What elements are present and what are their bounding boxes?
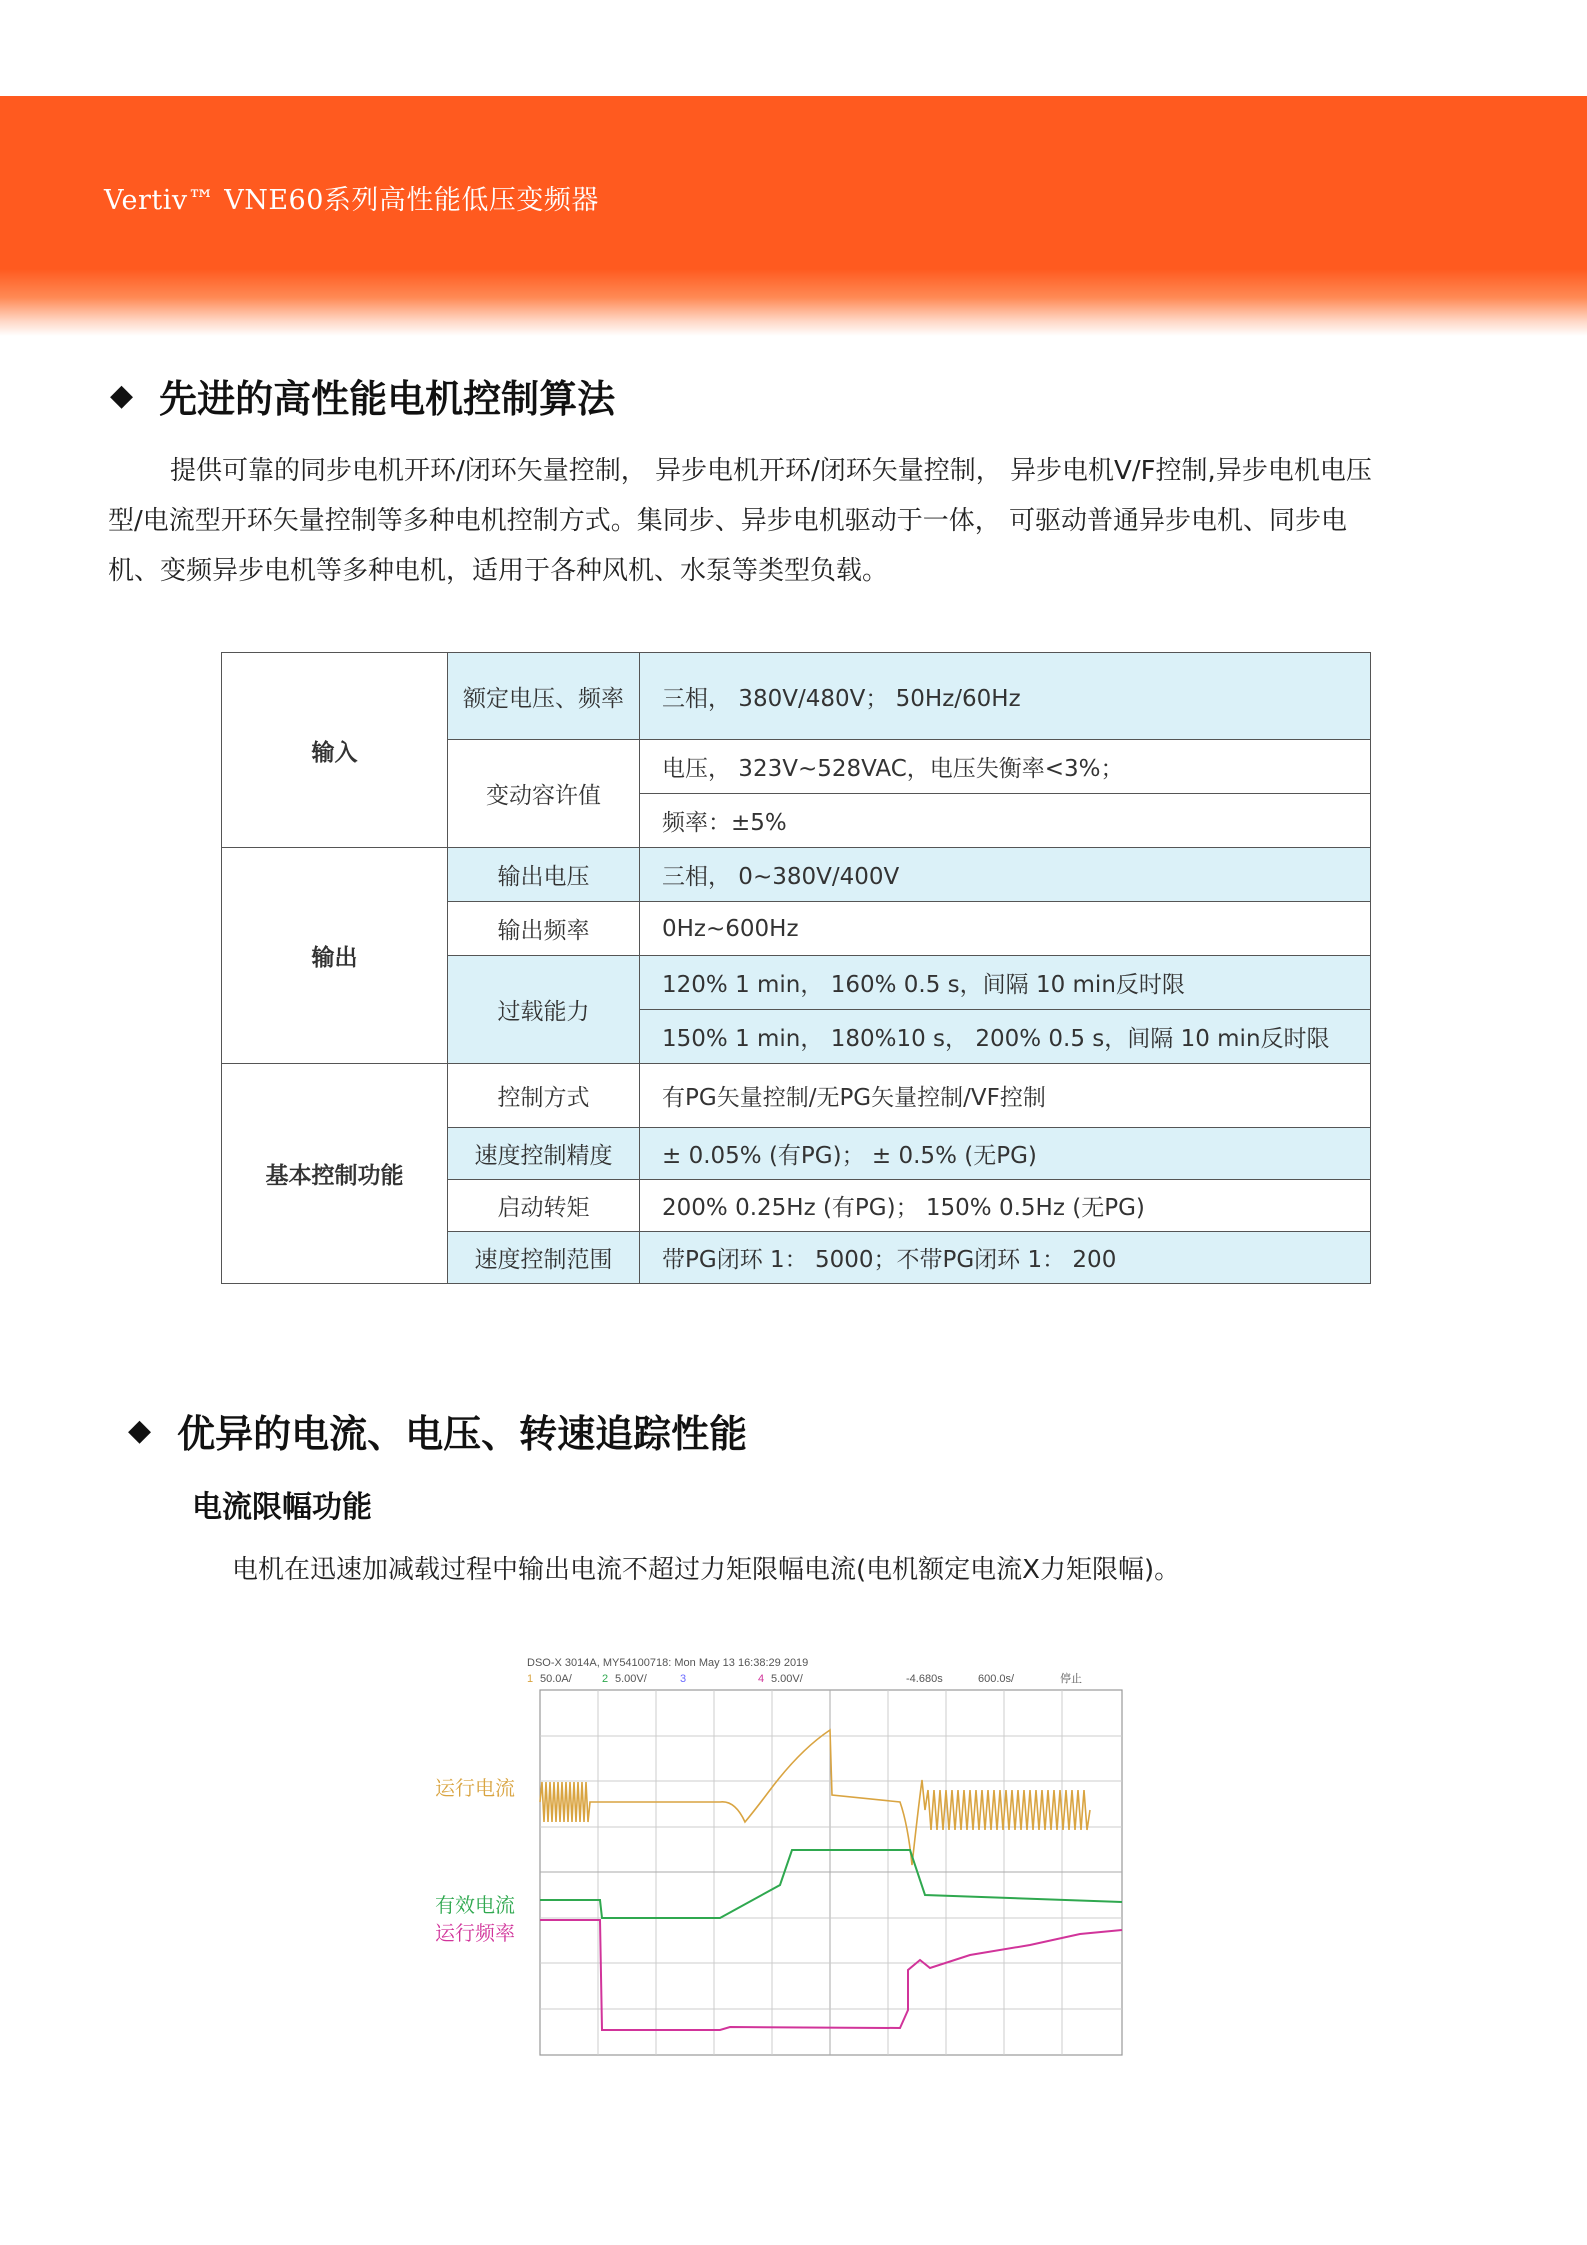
svg-text:4: 4 <box>758 1673 765 1685</box>
section-title: 优异的电流、电压、转速追踪性能 <box>177 1412 748 1456</box>
value-cell: 三相， 380V/480V； 50Hz/60Hz <box>640 653 1371 740</box>
group-input: 输入 <box>222 653 448 848</box>
param-cell: 启动转矩 <box>448 1180 640 1232</box>
oscilloscope-screenshot <box>430 1650 1130 2070</box>
group-basic-control: 基本控制功能 <box>222 1064 448 1284</box>
value-cell: 200% 0.25Hz (有PG)； 150% 0.5Hz (无PG) <box>640 1180 1371 1232</box>
value-cell: 三相， 0~380V/400V <box>640 848 1371 902</box>
spec-table <box>221 652 1371 1284</box>
svg-text:2: 2 <box>602 1673 609 1685</box>
section-heading-tracking <box>128 1403 747 1458</box>
section-heading-algorithm <box>110 368 615 423</box>
paragraph-line: 提供可靠的同步电机开环/闭环矢量控制， 异步电机开环/闭环矢量控制， 异步电机V/F控制,异步电机电压 <box>170 456 1372 486</box>
diamond-bullet-icon: ◆ <box>128 1413 152 1448</box>
param-cell: 速度控制精度 <box>448 1128 640 1180</box>
param-cell: 变动容许值 <box>448 740 640 848</box>
label-running-frequency: 运行频率 <box>435 1921 515 1945</box>
value-cell: 电压， 323V~528VAC，电压失衡率<3%； <box>640 740 1371 794</box>
current-limit-paragraph: 电机在迅速加减载过程中输出电流不超过力矩限幅电流(电机额定电流X力矩限幅)。 <box>232 1555 1181 1585</box>
value-cell: 0Hz~600Hz <box>640 902 1371 956</box>
scope-ch4: 5.00V/ <box>771 1673 803 1685</box>
paragraph-line: 型/电流型开环矢量控制等多种电机控制方式。集同步、异步电机驱动于一体， 可驱动普通异步电机、同步电 <box>108 506 1348 536</box>
param-cell: 速度控制范围 <box>448 1232 640 1284</box>
algorithm-paragraph <box>108 446 1468 596</box>
svg-text:1: 1 <box>527 1673 534 1685</box>
subsection-title: 电流限幅功能 <box>192 1490 372 1525</box>
svg-text:3: 3 <box>680 1673 687 1685</box>
scope-run-state: 停止 <box>1060 1673 1082 1685</box>
value-cell: 有PG矢量控制/无PG矢量控制/VF控制 <box>640 1064 1371 1128</box>
value-cell: 频率：±5% <box>640 794 1371 848</box>
param-cell: 控制方式 <box>448 1064 640 1128</box>
label-effective-current: 有效电流 <box>435 1893 515 1917</box>
scope-header: DSO-X 3014A, MY54100718: Mon May 13 16:38:29 2019 <box>527 1657 809 1669</box>
scope-time-offset: -4.680s <box>906 1673 943 1685</box>
param-cell: 输出频率 <box>448 902 640 956</box>
diamond-bullet-icon: ◆ <box>110 378 134 413</box>
scope-ch1: 50.0A/ <box>540 1673 572 1685</box>
section-title: 先进的高性能电机控制算法 <box>159 377 616 421</box>
label-running-current: 运行电流 <box>435 1776 515 1800</box>
group-output: 输出 <box>222 848 448 1064</box>
paragraph-line: 机、变频异步电机等多种电机，适用于各种风机、水泵等类型负载。 <box>108 556 889 586</box>
value-cell: 150% 1 min， 180%10 s， 200% 0.5 s，间隔 10 min反时限 <box>640 1010 1371 1064</box>
param-cell: 过载能力 <box>448 956 640 1064</box>
param-cell: 输出电压 <box>448 848 640 902</box>
header-title: Vertiv™ VNE60系列高性能低压变频器 <box>104 185 599 216</box>
param-cell: 额定电压、频率 <box>448 653 640 740</box>
value-cell: 带PG闭环 1： 5000；不带PG闭环 1： 200 <box>640 1232 1371 1284</box>
value-cell: ± 0.05% (有PG)； ± 0.5% (无PG) <box>640 1128 1371 1180</box>
value-cell: 120% 1 min， 160% 0.5 s，间隔 10 min反时限 <box>640 956 1371 1010</box>
scope-ch2: 5.00V/ <box>615 1673 647 1685</box>
scope-time-div: 600.0s/ <box>978 1673 1015 1685</box>
